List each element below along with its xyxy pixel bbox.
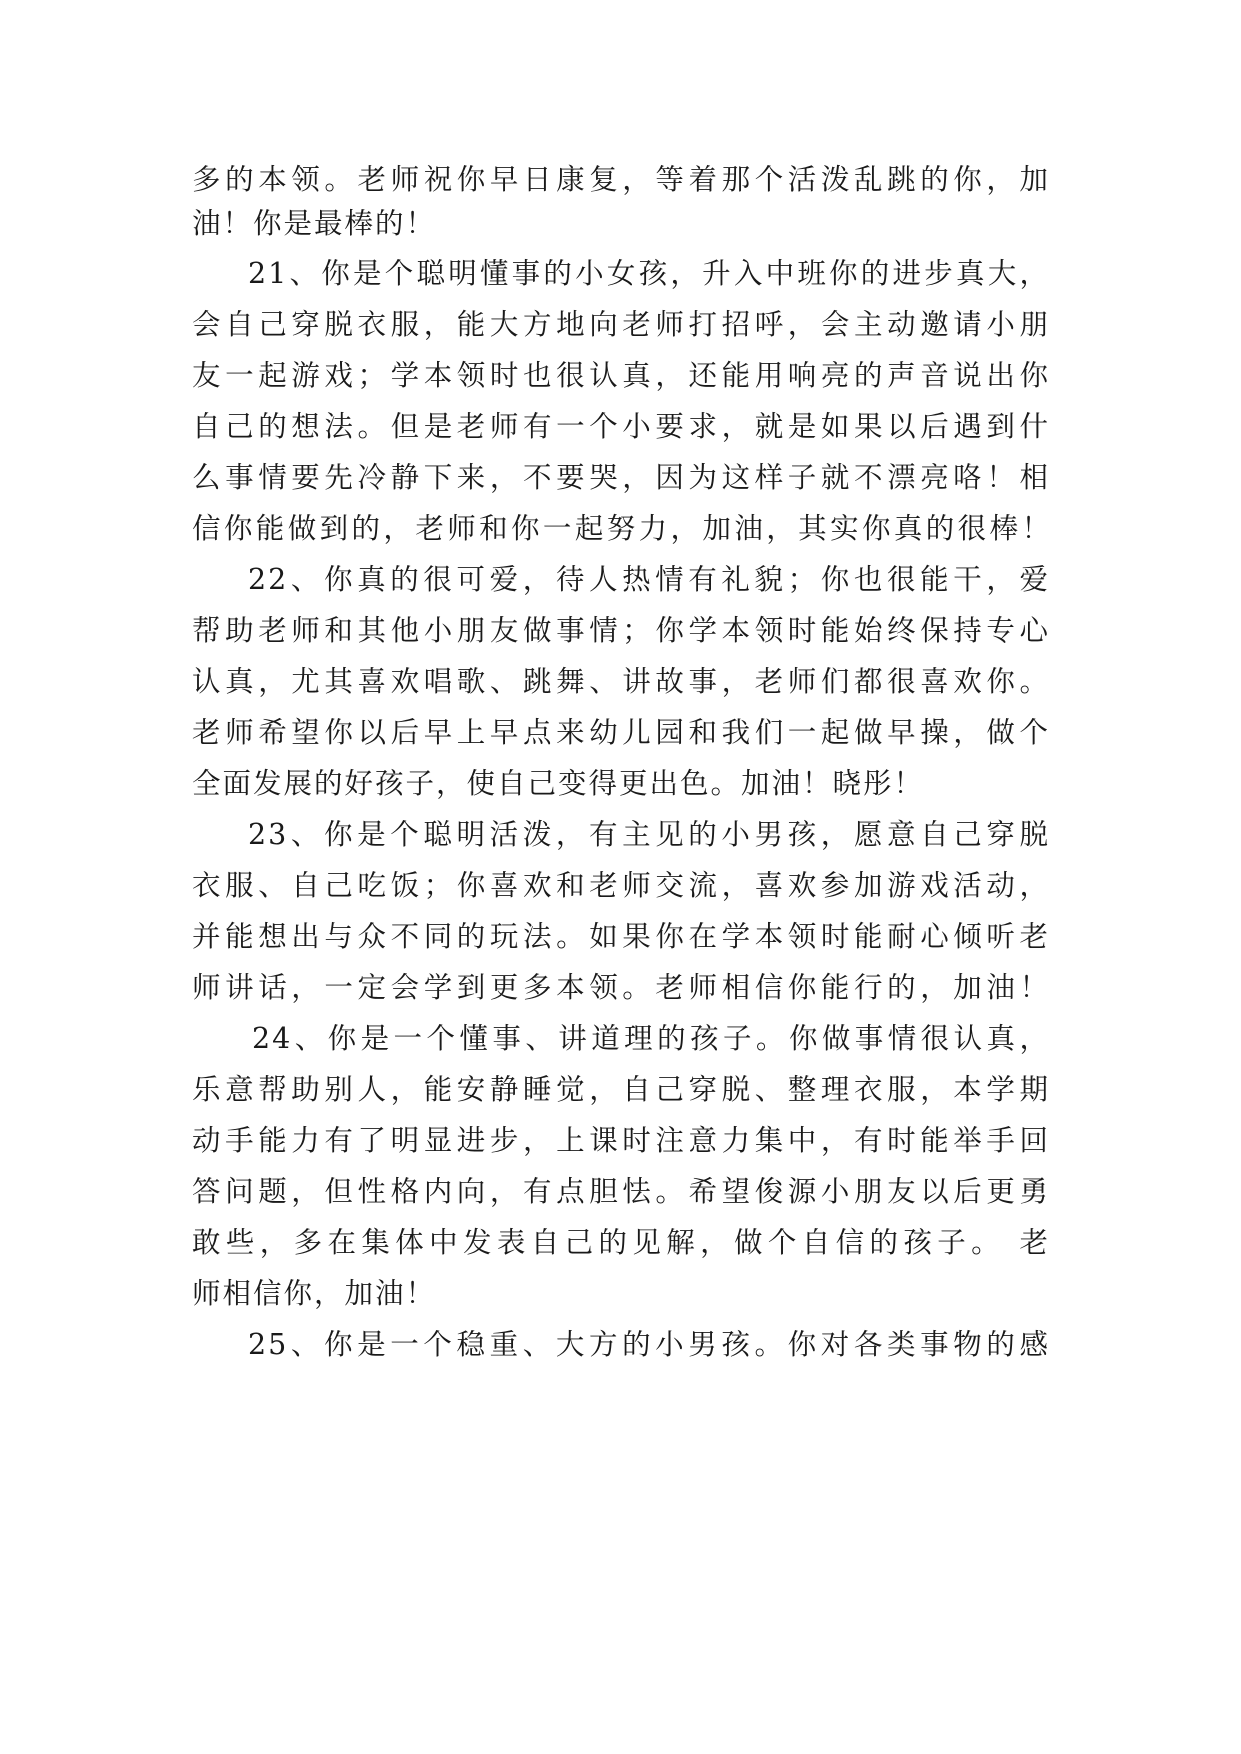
text-line: 会自己穿脱衣服，能大方地向老师打招呼，会主动邀请小朋 <box>192 308 1050 341</box>
text-line: 么事情要先冷静下来，不要哭，因为这样子就不漂亮咯！相 <box>192 461 1050 494</box>
text-line: 认真，尤其喜欢唱歌、跳舞、讲故事，老师们都很喜欢你。 <box>192 665 1050 698</box>
text-line: 23、你是个聪明活泼，有主见的小男孩，愿意自己穿脱 <box>248 818 1050 851</box>
text-line: 帮助老师和其他小朋友做事情；你学本领时能始终保持专心 <box>192 614 1050 647</box>
text-line: 21、你是个聪明懂事的小女孩，升入中班你的进步真大， <box>248 257 1050 290</box>
text-line: 油！你是最棒的！ <box>192 207 437 240</box>
text-line: 动手能力有了明显进步，上课时注意力集中，有时能举手回 <box>192 1124 1050 1157</box>
text-line: 师相信你，加油！ <box>192 1277 437 1310</box>
text-line: 敢些，多在集体中发表自己的见解，做个自信的孩子。 老 <box>192 1226 1050 1259</box>
text-line: 老师希望你以后早上早点来幼儿园和我们一起做早操，做个 <box>192 716 1050 749</box>
text-line: 22、你真的很可爱，待人热情有礼貌；你也很能干，爱 <box>248 563 1050 596</box>
text-line: 25、你是一个稳重、大方的小男孩。你对各类事物的感 <box>248 1328 1050 1361</box>
text-line: 自己的想法。但是老师有一个小要求，就是如果以后遇到什 <box>192 410 1050 443</box>
text-line: 多的本领。老师祝你早日康复，等着那个活泼乱跳的你，加 <box>192 163 1050 196</box>
text-line: 信你能做到的，老师和你一起努力，加油，其实你真的很棒！ <box>192 512 1050 545</box>
text-line: 师讲话，一定会学到更多本领。老师相信你能行的，加油！ <box>192 971 1050 1004</box>
text-line: 全面发展的好孩子，使自己变得更出色。加油！晓彤！ <box>192 767 925 800</box>
text-line: 衣服、自己吃饭；你喜欢和老师交流，喜欢参加游戏活动， <box>192 869 1050 902</box>
text-line: 乐意帮助别人，能安静睡觉，自己穿脱、整理衣服，本学期 <box>192 1073 1050 1106</box>
text-line: 答问题，但性格内向，有点胆怯。希望俊源小朋友以后更勇 <box>192 1175 1050 1208</box>
text-line: 并能想出与众不同的玩法。如果你在学本领时能耐心倾听老 <box>192 920 1050 953</box>
text-line: 友一起游戏；学本领时也很认真，还能用响亮的声音说出你 <box>192 359 1050 392</box>
text-line: 24、你是一个懂事、讲道理的孩子。你做事情很认真， <box>252 1022 1050 1055</box>
